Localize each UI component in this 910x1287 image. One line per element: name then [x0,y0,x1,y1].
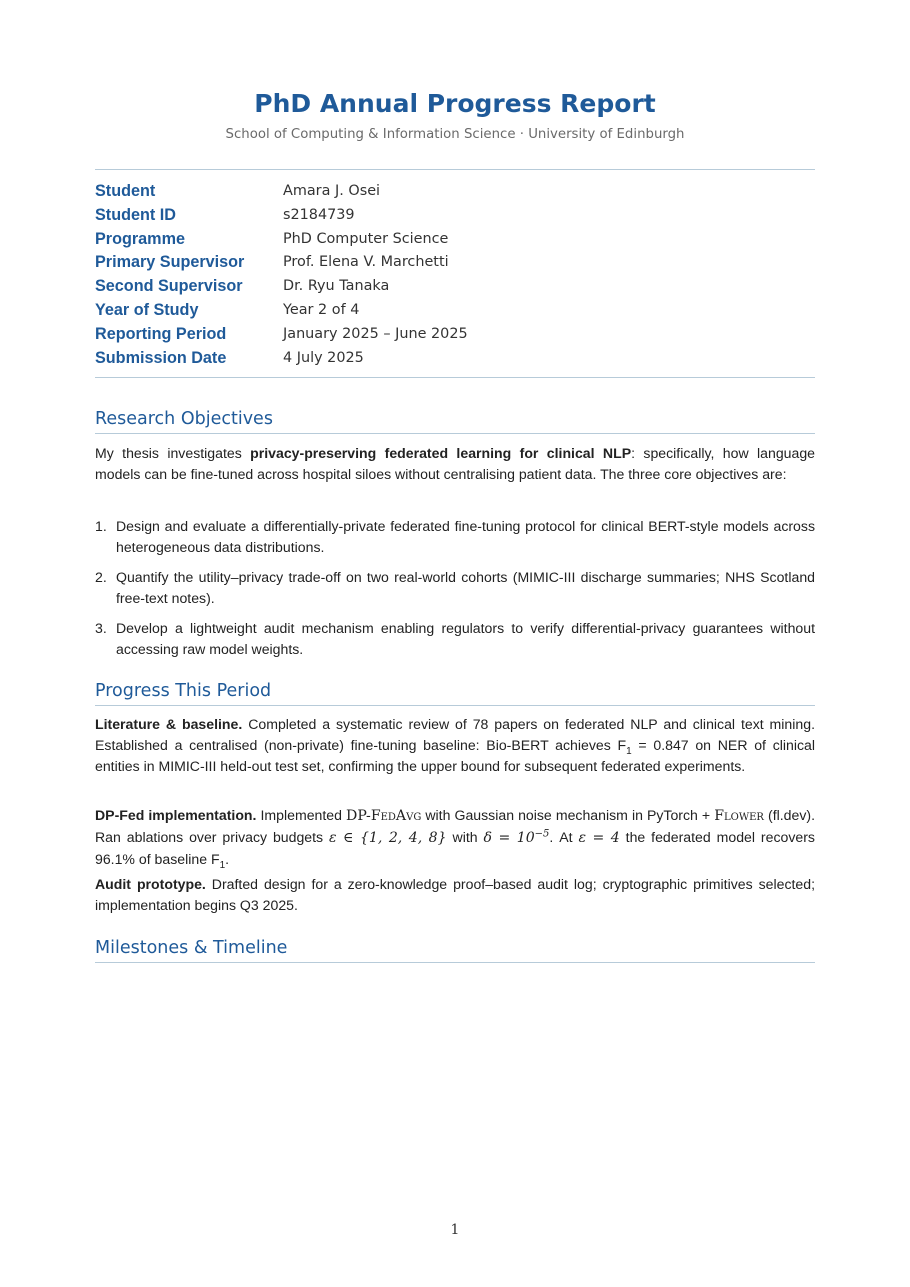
audit-label: Audit prototype. [95,876,206,892]
objective-number: 1. [95,518,107,534]
progress-audit-paragraph [95,874,815,916]
info-label: Programme [95,229,185,248]
delta-exponent: −5 [534,828,550,840]
info-row [95,323,815,347]
progress-heading-text: Progress This Period [95,680,815,706]
info-value: January 2025 – June 2025 [283,325,468,342]
research-objectives-heading-text: Research Objectives [95,408,815,434]
f1-subscript: 1 [626,745,632,757]
intro-emphasis: privacy-preserving federated learning for clinical NLP [250,445,632,461]
dpfed-text-c: (fl.dev). Ran ablations over privacy budgets [95,807,815,845]
info-value: PhD Computer Science [283,230,449,247]
objective-text: Quantify the utility–privacy trade-off on two real-world cohorts (MIMIC-III discharge summaries; NHS Scotland free-text notes). [116,569,815,606]
objective-number: 2. [95,569,107,585]
info-row [95,275,815,299]
literature-label: Literature & baseline. [95,716,243,732]
info-label: Second Supervisor [95,277,243,296]
student-info-table [95,180,815,370]
dpfed-text-f: the federated model recovers 96.1% of baseline F [95,829,815,867]
objectives-intro [95,443,815,485]
intro-text: My thesis investigates [95,445,251,461]
info-value: Amara J. Osei [283,183,381,199]
info-label: Student [95,182,156,200]
info-label: Submission Date [95,348,227,367]
progress-heading [95,680,815,706]
intro-text-continued: : specifically, how language models can be fine-tuned across hospital siloes without centralising patient data. The three core objectives are: [95,445,816,482]
flower-name: Flower [714,808,764,824]
info-value: Prof. Elena V. Marchetti [283,254,449,271]
info-row [95,228,815,252]
dpfedavg-name: DP-FedAvg [346,808,422,824]
research-objectives-heading [95,408,815,434]
report-title: PhD Annual Progress Report [254,89,656,118]
objective-item [95,618,815,660]
dpfed-text-b: with Gaussian noise mechanism in PyTorch + [421,807,715,823]
dpfed-text: Implemented [256,807,347,823]
objective-number: 3. [95,620,107,636]
info-divider [95,377,815,378]
literature-text-continued: = 0.847 on NER of clinical entities in MIMIC-III held-out test set, confirming the upper bound for subsequent federated experiments. [95,737,815,774]
milestones-heading [95,937,815,963]
audit-text: Drafted design for a zero-knowledge proof–based audit log; cryptographic primitives selected; implementation begins Q3 2025. [95,876,815,913]
info-row [95,299,815,323]
progress-dpfed-paragraph [95,805,815,870]
epsilon-set: ε ∈ {1, 2, 4, 8} [329,830,447,846]
f1-subscript-2: 1 [219,859,226,871]
progress-literature-paragraph [95,714,815,777]
dpfed-text-g: . [225,851,230,867]
info-label: Year of Study [95,300,199,319]
info-row [95,347,815,371]
objectives-list [95,516,815,669]
objective-item [95,567,815,609]
dpfed-label: DP-Fed implementation. [95,807,257,823]
info-row [95,180,815,204]
info-row [95,251,815,275]
delta-value: δ = 10 [483,830,535,846]
info-label: Student ID [95,205,176,224]
dpfed-text-e: . At [549,829,579,845]
objective-text: Design and evaluate a differentially-private federated fine-tuning protocol for clinical BERT-style models across heterogeneous data distributions. [116,518,815,555]
info-row [95,204,815,228]
literature-text: Completed a systematic review of 78 papers on federated NLP and clinical text mining. Established a centralised (non-private) fine-tuning baseline: Bio-BERT achieves F [95,716,815,753]
objective-text: Develop a lightweight audit mechanism enabling regulators to verify differential-privacy guarantees without accessing raw model weights. [116,620,815,657]
report-subtitle: School of Computing & Information Science · University of Edinburgh [225,127,685,142]
milestones-heading-text: Milestones & Timeline [95,937,815,963]
info-value: 4 July 2025 [283,349,364,366]
info-value: Dr. Ryu Tanaka [283,278,390,295]
dpfed-text-d: with [446,829,484,845]
objective-item [95,516,815,558]
info-value: s2184739 [283,206,355,223]
page-number: 1 [450,1222,460,1238]
top-divider [95,169,815,170]
info-label: Reporting Period [95,324,227,343]
info-value: Year 2 of 4 [283,301,360,318]
epsilon-four: ε = 4 [578,830,620,846]
info-label: Primary Supervisor [95,253,245,272]
